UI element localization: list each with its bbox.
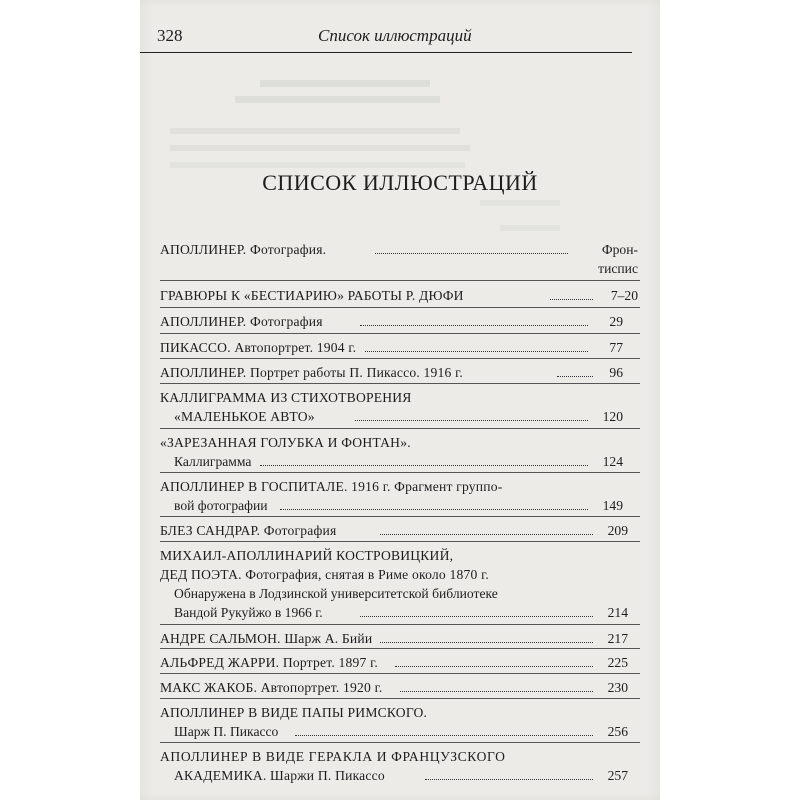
entry-text: АКАДЕМИКА. Шаржи П. Пикассо [174, 768, 385, 783]
entry-page: 7–20 [610, 288, 638, 303]
entry-page: Фрон- [601, 242, 638, 257]
entry-page: 214 [607, 605, 628, 620]
book-page [140, 0, 660, 800]
dot-leader [395, 666, 593, 667]
dot-leader [260, 465, 588, 466]
divider [160, 516, 640, 517]
illustration-entry [160, 433, 638, 471]
entry-page-continued: тиспис [598, 261, 638, 276]
dot-leader [360, 616, 593, 617]
dot-leader [280, 509, 588, 510]
illustration-entry [160, 338, 638, 357]
entry-page: 256 [607, 724, 628, 739]
page-header [140, 18, 632, 53]
dot-leader [355, 420, 588, 421]
dot-leader [400, 691, 593, 692]
illustration-entry [160, 703, 638, 741]
entry-page: 257 [607, 768, 628, 783]
entry-text: АЛЬФРЕД ЖАРРИ. Портрет. 1897 г. [160, 655, 378, 670]
entry-text: АПОЛЛИНЕР. Фотография [160, 314, 323, 329]
entry-text: АПОЛЛИНЕР. Портрет работы П. Пикассо. 1916 г. [160, 365, 463, 380]
entry-text: ГРАВЮРЫ К «БЕСТИАРИЮ» РАБОТЫ Р. ДЮФИ [160, 288, 464, 303]
entry-text: БЛЕЗ САНДРАР. Фотография [160, 523, 337, 538]
illustration-entry [160, 747, 638, 785]
entry-text: «МАЛЕНЬКОЕ АВТО» [174, 409, 315, 424]
divider [160, 280, 640, 281]
illustration-entry [160, 521, 638, 540]
divider [160, 742, 640, 743]
entry-text: Каллиграмма [174, 454, 252, 469]
divider [160, 358, 640, 359]
illustration-entry [160, 286, 638, 305]
illustration-entry [160, 477, 638, 515]
illustration-entry [160, 546, 638, 622]
illustration-entry [160, 653, 638, 672]
divider [160, 472, 640, 473]
entry-text: КАЛЛИГРАММА ИЗ СТИХОТВОРЕНИЯ [160, 390, 412, 405]
entry-text: АПОЛЛИНЕР В ВИДЕ ПАПЫ РИМСКОГО. [160, 705, 428, 720]
entry-page: 149 [602, 498, 623, 513]
divider [160, 648, 640, 649]
illustration-entry [160, 240, 638, 278]
illustration-entry [160, 678, 638, 697]
illustration-entry [160, 629, 638, 648]
entry-text: АПОЛЛИНЕР В ВИДЕ ГЕРАКЛА И ФРАНЦУЗСКОГО [160, 749, 506, 764]
entry-page: 120 [602, 409, 623, 424]
divider [160, 698, 640, 699]
entry-text: АПОЛЛИНЕР. Фотография. [160, 242, 327, 257]
dot-leader [360, 325, 588, 326]
entry-text: Шарж П. Пикассо [174, 724, 279, 739]
divider [160, 307, 640, 308]
illustration-entry [160, 363, 638, 382]
dot-leader [365, 351, 588, 352]
divider [160, 673, 640, 674]
illustration-entry [160, 312, 638, 331]
illustration-entry [160, 388, 638, 426]
page-number: 328 [157, 26, 183, 45]
entry-page: 124 [602, 454, 623, 469]
dot-leader [550, 299, 593, 300]
divider [160, 428, 640, 429]
dot-leader [425, 779, 593, 780]
entry-page: 225 [607, 655, 628, 670]
entry-text: АНДРЕ САЛЬМОН. Шарж А. Бийи [160, 631, 373, 646]
entry-page: 77 [609, 340, 623, 355]
entry-page: 209 [607, 523, 628, 538]
entry-text: АПОЛЛИНЕР В ГОСПИТАЛЕ. 1916 г. Фрагмент группо- [160, 479, 503, 494]
entry-text: МИХАИЛ-АПОЛЛИНАРИЙ КОСТРОВИЦКИЙ, [160, 548, 454, 563]
entry-text: МАКС ЖАКОБ. Автопортрет. 1920 г. [160, 680, 383, 695]
entry-text: Вандой Рукуйжо в 1966 г. [174, 605, 323, 620]
divider [160, 541, 640, 542]
divider [160, 624, 640, 625]
dot-leader [380, 534, 593, 535]
entry-text: Обнаружена в Лодзинской университетской библиотеке [174, 586, 498, 601]
entry-page: 29 [609, 314, 623, 329]
dot-leader [295, 735, 593, 736]
section-title: СПИСОК ИЛЛЮСТРАЦИЙ [262, 170, 538, 195]
divider [160, 333, 640, 334]
running-title: Список иллюстраций [318, 26, 472, 45]
dot-leader [380, 642, 593, 643]
entry-text: вой фотографии [174, 498, 268, 513]
dot-leader [375, 253, 568, 254]
divider [160, 383, 640, 384]
entry-page: 230 [607, 680, 628, 695]
entry-text: ПИКАССО. Автопортрет. 1904 г. [160, 340, 357, 355]
entry-page: 96 [609, 365, 623, 380]
entry-page: 217 [607, 631, 628, 646]
entry-text: ДЕД ПОЭТА. Фотография, снятая в Риме около 1870 г. [160, 567, 489, 582]
entry-text: «ЗАРЕЗАННАЯ ГОЛУБКА И ФОНТАН». [160, 435, 411, 450]
dot-leader [557, 376, 593, 377]
